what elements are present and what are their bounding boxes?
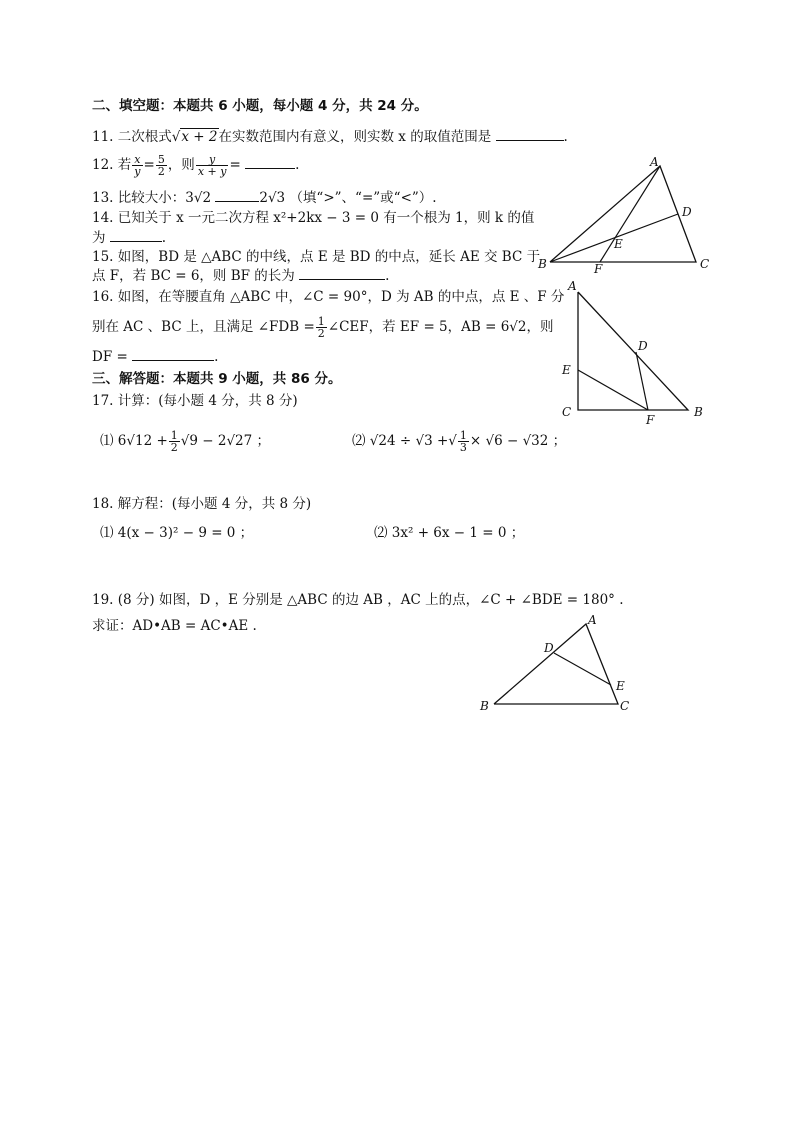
fig15-label-c: C xyxy=(700,257,710,271)
q12-answer-blank[interactable] xyxy=(245,156,295,169)
q17-fraction-half: $\frac{1}{2}$ xyxy=(170,429,178,454)
fig15-label-f: F xyxy=(594,262,603,276)
question-13: 13. 比较大小：3√2 2√3 （填“>”、“=”或“<”）. xyxy=(92,190,437,206)
question-15: 15. 如图，BD 是 △ABC 的中线，点 E 是 BD 的中点，延长 AE 交 BC 于 xyxy=(92,249,541,265)
q15-answer-blank[interactable] xyxy=(299,267,385,280)
q11-answer-blank[interactable] xyxy=(496,128,564,141)
section3-heading: 三、解答题：本题共 9 小题，共 86 分。 xyxy=(92,371,342,387)
question-15-line2: 点 F，若 BC = 6，则 BF 的长为 . xyxy=(92,268,390,284)
question-17-part2: ⑵ √24 ÷ √3 +√ $\frac{1}{3}$ × √6 − √32 ； xyxy=(352,429,567,454)
section2-heading: 二、填空题：本题共 6 小题，每小题 4 分，共 24 分。 xyxy=(92,98,428,114)
fig19-label-a: A xyxy=(588,613,597,627)
q16-answer-blank[interactable] xyxy=(132,348,214,361)
fig19-label-e: E xyxy=(616,679,625,693)
q13-answer-blank[interactable] xyxy=(215,189,259,202)
q11-text: 在实数范围内有意义，则实数 x 的取值范围是 xyxy=(218,129,492,145)
q12-fraction-x-over-y: $\frac{x}{y}$ xyxy=(134,153,141,178)
question-14-line2: 为 . xyxy=(92,230,167,246)
question-18-part1: ⑴ 4(x − 3)² − 9 = 0 ； xyxy=(100,525,254,541)
question-16-line2: 别在 AC 、BC 上，且满足 ∠FDB = $\frac{1}{2}$ ∠CEF，若 EF = 5，AB = 6√2，则 xyxy=(92,315,554,340)
figure-q19-triangle xyxy=(478,610,638,714)
fig16-label-d: D xyxy=(638,339,648,353)
figure-q16-right-triangle xyxy=(556,278,716,428)
question-19-prove: 求证：AD•AB = AC•AE . xyxy=(92,618,257,634)
figure-q15-triangle xyxy=(536,154,716,276)
q11-number: 11. xyxy=(92,129,114,145)
fig19-label-c: C xyxy=(620,699,630,713)
fig15-label-a: A xyxy=(650,155,659,169)
fig19-label-b: B xyxy=(480,699,489,713)
question-14: 14. 已知关于 x 一元二次方程 x²+2kx − 3 = 0 有一个根为 1，则 k 的值 xyxy=(92,210,535,226)
q11-prefix: 二次根式 xyxy=(117,129,172,145)
question-16: 16. 如图，在等腰直角 △ABC 中，∠C = 90°，D 为 AB 的中点，点 E 、F 分 xyxy=(92,289,565,305)
q11-radicand: x + 2 xyxy=(181,129,218,145)
question-18-part2: ⑵ 3x² + 6x − 1 = 0 ； xyxy=(374,525,525,541)
fig16-label-c: C xyxy=(562,405,572,419)
fig16-label-a: A xyxy=(568,279,577,293)
question-17-title: 17. 计算：(每小题 4 分，共 8 分) xyxy=(92,393,298,409)
fig16-label-e: E xyxy=(562,363,571,377)
q16-fraction-half: $\frac{1}{2}$ xyxy=(317,315,325,340)
fig16-label-f: F xyxy=(646,413,655,427)
fig16-label-b: B xyxy=(694,405,703,419)
q12-fraction-y-over-xy: $\frac{y}{x + y}$ xyxy=(197,153,227,178)
q16-number: 16. xyxy=(92,289,114,305)
fig15-label-d: D xyxy=(682,205,692,219)
q12-number: 12. xyxy=(92,157,114,173)
fig19-label-d: D xyxy=(544,641,554,655)
q17-fraction-third: $\frac{1}{3}$ xyxy=(459,429,467,454)
q15-number: 15. xyxy=(92,249,114,265)
question-16-line3: DF = . xyxy=(92,349,219,365)
question-19: 19. (8 分) 如图，D ，E 分别是 △ABC 的边 AB ，AC 上的点，∠C + ∠BDE = 180° . xyxy=(92,592,624,608)
q13-number: 13. xyxy=(92,190,114,206)
q14-answer-blank[interactable] xyxy=(110,229,162,242)
fig15-label-b: B xyxy=(538,257,547,271)
question-17-part1: ⑴ 6√12 + $\frac{1}{2}$ √9 − 2√27 ； xyxy=(100,429,271,454)
fig15-label-e: E xyxy=(614,237,623,251)
question-12: 12. 若 $\frac{x}{y}$ = $\frac{5}{2}$ ，则 $\frac{y}{x + y}$ = . xyxy=(92,153,300,178)
question-18-title: 18. 解方程：(每小题 4 分，共 8 分) xyxy=(92,496,312,512)
q14-number: 14. xyxy=(92,210,114,226)
question-11: 11. 二次根式√x + 2在实数范围内有意义，则实数 x 的取值范围是 . xyxy=(92,129,568,145)
q12-fraction-5-over-2: $\frac{5}{2}$ xyxy=(157,153,165,178)
